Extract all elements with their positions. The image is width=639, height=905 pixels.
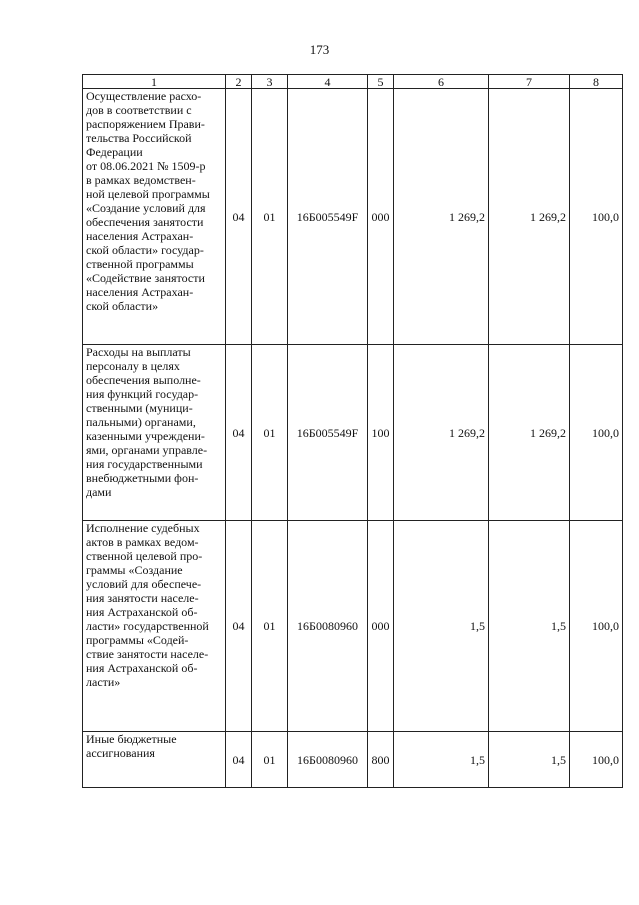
column-header: 5 — [368, 75, 394, 89]
column-header: 4 — [288, 75, 368, 89]
row-target-article: 16Б005549F — [288, 345, 368, 521]
row-subsection: 01 — [252, 521, 288, 732]
row-expense-type: 100 — [368, 345, 394, 521]
row-percent: 100,0 — [570, 345, 623, 521]
row-target-article: 16Б0080960 — [288, 521, 368, 732]
column-header: 6 — [394, 75, 489, 89]
column-header: 8 — [570, 75, 623, 89]
budget-table — [82, 74, 623, 788]
row-description: Расходы на выплаты персоналу в целях обеспечения выполне- ния функций государ- ственными (муници- пальными) органами, казенными учреждени- ями, органами управле- ния государственными внебюджетными фон- дами — [83, 345, 226, 521]
row-section: 04 — [226, 732, 252, 788]
row-expense-type: 000 — [368, 89, 394, 345]
row-subsection: 01 — [252, 89, 288, 345]
row-amount-fact: 1,5 — [489, 521, 570, 732]
row-percent: 100,0 — [570, 732, 623, 788]
row-section: 04 — [226, 345, 252, 521]
row-amount-fact: 1,5 — [489, 732, 570, 788]
row-target-article: 16Б005549F — [288, 89, 368, 345]
row-amount-plan: 1 269,2 — [394, 345, 489, 521]
row-subsection: 01 — [252, 345, 288, 521]
row-amount-fact: 1 269,2 — [489, 345, 570, 521]
row-amount-plan: 1,5 — [394, 732, 489, 788]
column-header: 3 — [252, 75, 288, 89]
row-section: 04 — [226, 89, 252, 345]
row-expense-type: 000 — [368, 521, 394, 732]
row-percent: 100,0 — [570, 521, 623, 732]
row-amount-plan: 1 269,2 — [394, 89, 489, 345]
row-section: 04 — [226, 521, 252, 732]
page-number: 173 — [309, 42, 330, 57]
column-header: 2 — [226, 75, 252, 89]
row-description: Иные бюджетные ассигнования — [83, 732, 226, 788]
row-description: Осуществление расхо- дов в соответствии с распоряжением Прави- тельства Российской Федерации от 08.06.2021 № 1509-р в рамках ведомствен- ной целевой программы «Создание условий для обеспечения занятости населения Астрахан- ской области» государ- ственной программы «Содействие занятости населения Астрахан- ской области» — [83, 89, 226, 345]
column-header: 1 — [83, 75, 226, 89]
row-amount-fact: 1 269,2 — [489, 89, 570, 345]
row-target-article: 16Б0080960 — [288, 732, 368, 788]
table-row — [83, 89, 623, 345]
table-row — [83, 732, 623, 788]
header-row — [83, 75, 623, 89]
column-header: 7 — [489, 75, 570, 89]
row-subsection: 01 — [252, 732, 288, 788]
row-description: Исполнение судебных актов в рамках ведом- ственной целевой про- граммы «Создание условий для обеспече- ния занятости населе- ния Астраханской об- ласти» государственной программы «Содей- ствие занятости населе- ния Астраханской об- ласти» — [83, 521, 226, 732]
row-percent: 100,0 — [570, 89, 623, 345]
row-amount-plan: 1,5 — [394, 521, 489, 732]
row-expense-type: 800 — [368, 732, 394, 788]
table-row — [83, 345, 623, 521]
table-row — [83, 521, 623, 732]
